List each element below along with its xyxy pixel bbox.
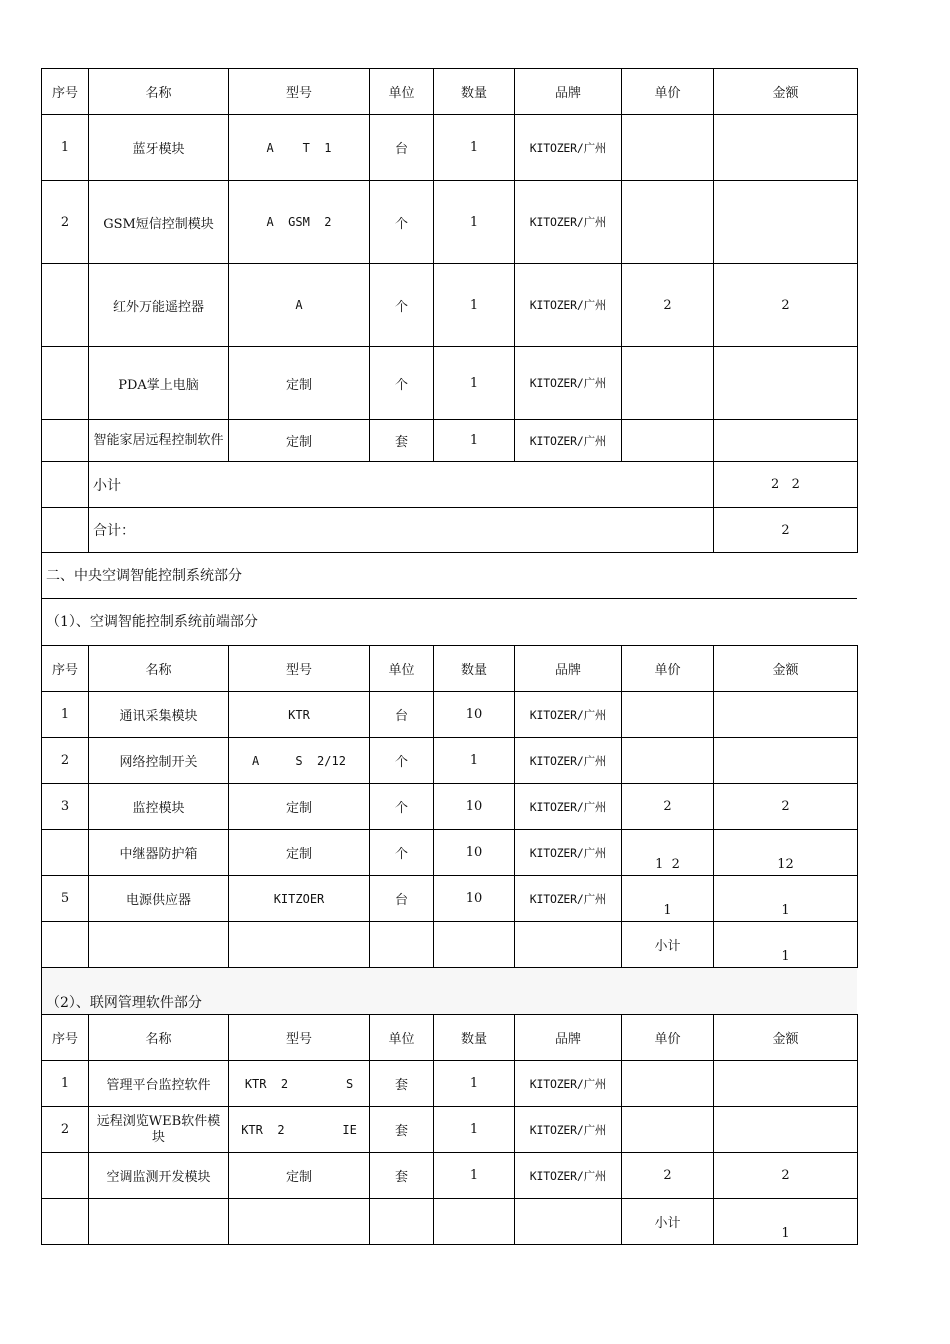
cell-qty: 1 — [434, 738, 515, 784]
cell-brand: KITOZER/广州 — [515, 264, 622, 347]
table-row — [42, 738, 858, 784]
header-unit: 单位 — [370, 646, 434, 692]
cell-amount: 1 — [714, 876, 858, 922]
cell-qty: 10 — [434, 876, 515, 922]
cell-amount — [714, 1107, 858, 1153]
cell-brand: KITOZER/广州 — [515, 692, 622, 738]
table-row — [42, 830, 858, 876]
subtotal-value: 1 — [714, 1199, 858, 1245]
cell-qty: 1 — [434, 1061, 515, 1107]
cell-model: A T 1 — [229, 115, 370, 181]
cell-no — [42, 830, 89, 876]
cell-name: 网络控制开关 — [89, 738, 229, 784]
subtotal-value: 2 2 — [714, 462, 858, 508]
cell-model: KITZOER — [229, 876, 370, 922]
cell-brand: KITOZER/广州 — [515, 784, 622, 830]
cell-price: 2 — [622, 264, 714, 347]
cell-amount — [714, 420, 858, 462]
cell-unit: 台 — [370, 876, 434, 922]
header-name: 名称 — [89, 1015, 229, 1061]
cell-amount — [714, 738, 858, 784]
cell-amount: 2 — [714, 784, 858, 830]
cell-name: 电源供应器 — [89, 876, 229, 922]
header-brand: 品牌 — [515, 1015, 622, 1061]
section-subtitle-software: （2）、联网管理软件部分 — [41, 968, 857, 1014]
cell-brand: KITOZER/广州 — [515, 115, 622, 181]
header-amount: 金额 — [714, 69, 858, 115]
cell-amount — [714, 181, 858, 264]
subtotal-row — [42, 922, 858, 968]
cell-amount: 2 — [714, 264, 858, 347]
cell-no: 2 — [42, 181, 89, 264]
header-unit: 单位 — [370, 1015, 434, 1061]
cell-qty: 1 — [434, 264, 515, 347]
header-amount: 金额 — [714, 646, 858, 692]
header-brand: 品牌 — [515, 69, 622, 115]
cell-no — [42, 347, 89, 420]
cell-price: 1 — [622, 876, 714, 922]
cell-price: 2 — [622, 1153, 714, 1199]
cell-unit: 个 — [370, 264, 434, 347]
cell-brand: KITOZER/广州 — [515, 738, 622, 784]
cell-unit: 套 — [370, 1153, 434, 1199]
cell-no: 5 — [42, 876, 89, 922]
cell-qty: 10 — [434, 784, 515, 830]
header-no: 序号 — [42, 69, 89, 115]
table-row — [42, 420, 858, 462]
cell-name: 远程浏览WEB软件模块 — [89, 1107, 229, 1153]
table-header-row — [42, 646, 858, 692]
cell-unit: 套 — [370, 1107, 434, 1153]
cell-brand: KITOZER/广州 — [515, 830, 622, 876]
cell-name: 通讯采集模块 — [89, 692, 229, 738]
cell-name: 监控模块 — [89, 784, 229, 830]
table-row — [42, 692, 858, 738]
section-subtitle-frontend: （1）、空调智能控制系统前端部分 — [41, 599, 857, 645]
cell-no: 1 — [42, 115, 89, 181]
cell-brand: KITOZER/广州 — [515, 876, 622, 922]
header-qty: 数量 — [434, 1015, 515, 1061]
cell-price — [622, 1107, 714, 1153]
cell-price — [622, 738, 714, 784]
subtotal-row — [42, 1199, 858, 1245]
cell-brand: KITOZER/广州 — [515, 420, 622, 462]
cell-name: 红外万能遥控器 — [89, 264, 229, 347]
cell-unit: 个 — [370, 181, 434, 264]
cell-amount — [714, 115, 858, 181]
cell-model: 定制 — [229, 347, 370, 420]
table-row — [42, 181, 858, 264]
cell-unit: 个 — [370, 738, 434, 784]
cell-amount — [714, 1061, 858, 1107]
table-row — [42, 115, 858, 181]
section-title-hvac: 二、中央空调智能控制系统部分 — [41, 553, 857, 599]
subtotal-value: 1 — [714, 922, 858, 968]
cell-no — [42, 420, 89, 462]
cell-no: 1 — [42, 1061, 89, 1107]
cell-name: 中继器防护箱 — [89, 830, 229, 876]
subtotal-label: 小计 — [622, 1199, 714, 1245]
cell-name: PDA掌上电脑 — [89, 347, 229, 420]
cell-name: 智能家居远程控制软件 — [89, 420, 229, 462]
cell-unit: 台 — [370, 692, 434, 738]
cell-model: A GSM 2 — [229, 181, 370, 264]
subtotal-row — [42, 462, 858, 508]
cell-model: A S 2/12 — [229, 738, 370, 784]
header-model: 型号 — [229, 646, 370, 692]
cell-model: A — [229, 264, 370, 347]
cell-no: 2 — [42, 1107, 89, 1153]
table-row — [42, 264, 858, 347]
cell-unit: 个 — [370, 347, 434, 420]
cell-price: 2 — [622, 784, 714, 830]
cell-qty: 1 — [434, 1153, 515, 1199]
cell-name: 管理平台监控软件 — [89, 1061, 229, 1107]
cell-price — [622, 692, 714, 738]
cell-price: 1 2 — [622, 830, 714, 876]
cell-model: 定制 — [229, 420, 370, 462]
cell-unit: 个 — [370, 784, 434, 830]
cell-qty: 1 — [434, 181, 515, 264]
header-unit: 单位 — [370, 69, 434, 115]
table-row — [42, 876, 858, 922]
header-no: 序号 — [42, 646, 89, 692]
table-row — [42, 1153, 858, 1199]
cell-amount: 2 — [714, 1153, 858, 1199]
table-row — [42, 1061, 858, 1107]
table-network-software — [41, 1014, 858, 1245]
total-label: 合计： — [89, 508, 714, 553]
header-price: 单价 — [622, 646, 714, 692]
cell-price — [622, 181, 714, 264]
table-smart-home — [41, 68, 858, 553]
cell-model: KTR 2 S — [229, 1061, 370, 1107]
cell-unit: 台 — [370, 115, 434, 181]
cell-brand: KITOZER/广州 — [515, 181, 622, 264]
cell-price — [622, 1061, 714, 1107]
table-header-row — [42, 1015, 858, 1061]
header-price: 单价 — [622, 69, 714, 115]
cell-name: 蓝牙模块 — [89, 115, 229, 181]
cell-qty: 1 — [434, 347, 515, 420]
cell-unit: 个 — [370, 830, 434, 876]
header-name: 名称 — [89, 69, 229, 115]
cell-no: 3 — [42, 784, 89, 830]
cell-unit: 套 — [370, 420, 434, 462]
cell-price — [622, 115, 714, 181]
cell-qty: 1 — [434, 420, 515, 462]
header-amount: 金额 — [714, 1015, 858, 1061]
table-header-row — [42, 69, 858, 115]
cell-name: GSM短信控制模块 — [89, 181, 229, 264]
cell-price — [622, 420, 714, 462]
header-price: 单价 — [622, 1015, 714, 1061]
cell-qty: 1 — [434, 115, 515, 181]
cell-amount — [714, 347, 858, 420]
cell-qty: 1 — [434, 1107, 515, 1153]
header-brand: 品牌 — [515, 646, 622, 692]
cell-amount: 12 — [714, 830, 858, 876]
cell-model: KTR 2 IE — [229, 1107, 370, 1153]
subtotal-label: 小计 — [622, 922, 714, 968]
cell-no: 1 — [42, 692, 89, 738]
table-row — [42, 784, 858, 830]
table-hvac-frontend — [41, 645, 858, 968]
header-no: 序号 — [42, 1015, 89, 1061]
cell-qty: 10 — [434, 692, 515, 738]
table-row — [42, 1107, 858, 1153]
cell-brand: KITOZER/广州 — [515, 1107, 622, 1153]
cell-amount — [714, 692, 858, 738]
cell-price — [622, 347, 714, 420]
cell-brand: KITOZER/广州 — [515, 1153, 622, 1199]
subtotal-label: 小计 — [89, 462, 714, 508]
cell-model: 定制 — [229, 830, 370, 876]
header-model: 型号 — [229, 69, 370, 115]
cell-unit: 套 — [370, 1061, 434, 1107]
cell-no: 2 — [42, 738, 89, 784]
cell-model: 定制 — [229, 1153, 370, 1199]
cell-name: 空调监测开发模块 — [89, 1153, 229, 1199]
header-qty: 数量 — [434, 69, 515, 115]
cell-qty: 10 — [434, 830, 515, 876]
cell-no — [42, 1153, 89, 1199]
table-row — [42, 347, 858, 420]
total-value: 2 — [714, 508, 858, 553]
cell-brand: KITOZER/广州 — [515, 1061, 622, 1107]
cell-model: 定制 — [229, 784, 370, 830]
total-row — [42, 508, 858, 553]
header-qty: 数量 — [434, 646, 515, 692]
quotation-sheet — [41, 68, 857, 1245]
header-model: 型号 — [229, 1015, 370, 1061]
header-name: 名称 — [89, 646, 229, 692]
cell-model: KTR — [229, 692, 370, 738]
cell-brand: KITOZER/广州 — [515, 347, 622, 420]
cell-no — [42, 264, 89, 347]
